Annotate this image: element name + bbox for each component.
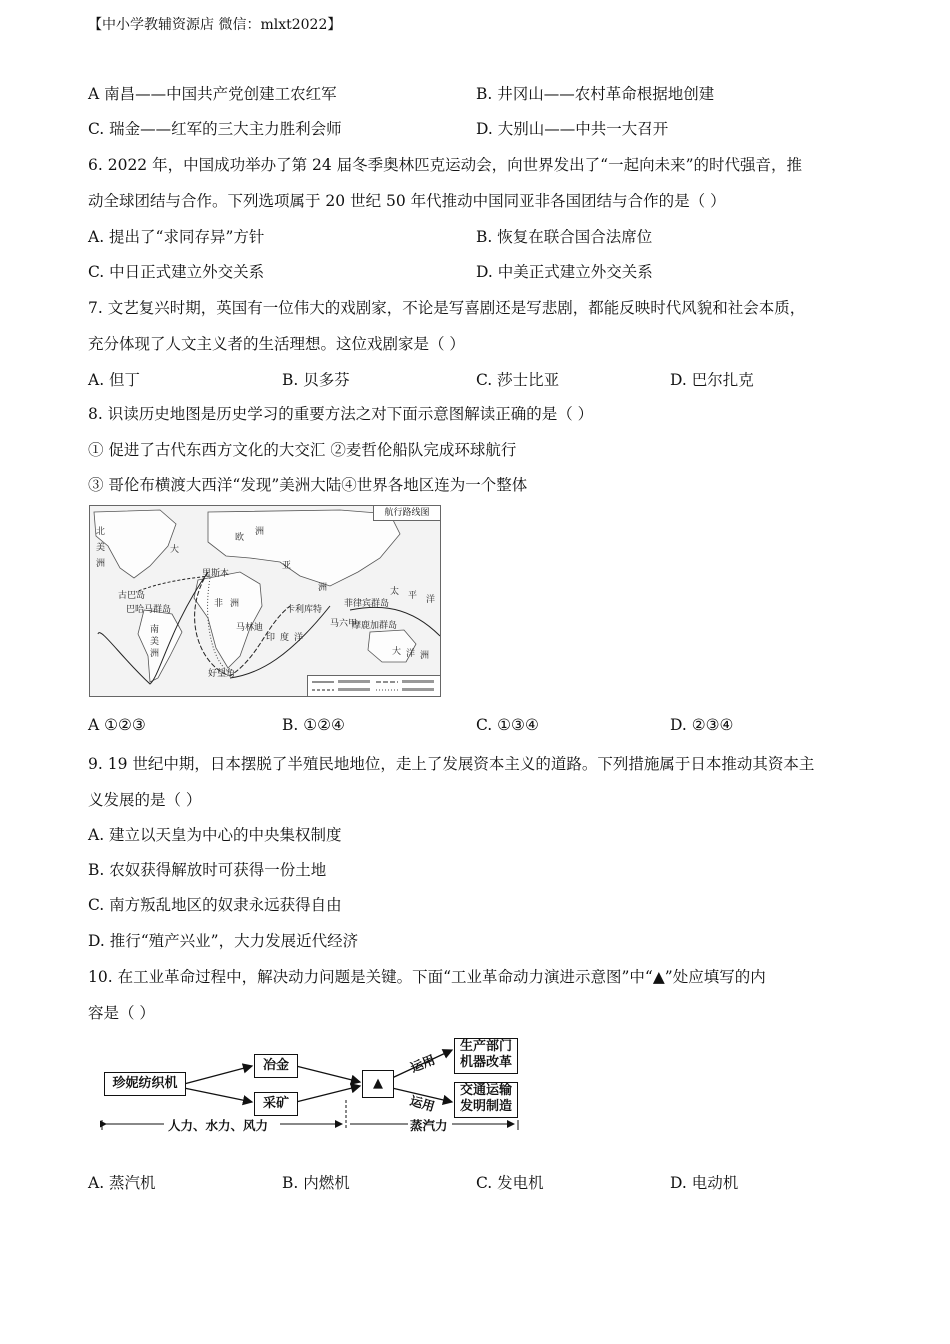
q6-option-b[interactable]: B. 恢复在联合国合法席位	[476, 228, 653, 246]
q9-option-c[interactable]: C. 南方叛乱地区的奴隶永远获得自由	[88, 896, 342, 914]
mining-box: 采矿	[254, 1092, 298, 1116]
q5-option-a[interactable]: A 南昌——中国共产党创建工农红军	[88, 85, 337, 103]
map-label: 卡利库特	[286, 605, 323, 615]
map-label: 洲	[96, 559, 106, 569]
q8-option-b[interactable]: B. ①②④	[282, 716, 345, 734]
map-label: 摩鹿加群岛	[352, 621, 398, 631]
jenny-box: 珍妮纺织机	[104, 1072, 186, 1096]
map-label: 菲律宾群岛	[344, 599, 390, 609]
map-label: 洲	[318, 583, 328, 593]
map-label: 洲	[230, 599, 240, 609]
q6-option-c[interactable]: C. 中日正式建立外交关系	[88, 263, 265, 281]
span-left-label: 人力、水力、风力	[168, 1118, 269, 1133]
map-label: 古巴岛	[118, 591, 146, 601]
map-label: 亚	[282, 561, 292, 571]
map-label: 马林迪	[236, 623, 264, 633]
q7-stem-line1: 7. 文艺复兴时期，英国有一位伟大的戏剧家，不论是写喜剧还是写悲剧，都能反映时代风貌和社会本质，	[88, 299, 806, 317]
page-header: 【中小学教辅资源店 微信：mlxt2022】	[88, 17, 342, 33]
q7-option-a[interactable]: A. 但丁	[88, 371, 141, 389]
q8-option-c[interactable]: C. ①③④	[476, 716, 539, 734]
map-label: 太	[390, 587, 400, 597]
span-right-label: 蒸汽力	[410, 1118, 448, 1133]
map-label: 洋	[406, 649, 416, 659]
map-label: 大	[392, 647, 402, 657]
q7-option-d[interactable]: D. 巴尔扎克	[670, 371, 754, 389]
power-evolution-diagram	[100, 1036, 530, 1136]
q5-option-b[interactable]: B. 井冈山——农村革命根据地创建	[476, 85, 715, 103]
q9-stem-line1: 9. 19 世纪中期，日本摆脱了半殖民地地位，走上了发展资本主义的道路。下列措施属于日本推动其资本主	[88, 755, 815, 773]
map-label: 美	[150, 637, 160, 647]
q10-stem-line2: 容是（ ）	[88, 1004, 155, 1022]
map-label: 欧	[235, 533, 245, 543]
map-label: 洋	[294, 633, 304, 643]
q10-option-b[interactable]: B. 内燃机	[282, 1174, 350, 1192]
south-america-shape	[138, 610, 182, 682]
map-title: 航行路线图	[373, 506, 440, 521]
q10-option-c[interactable]: C. 发电机	[476, 1174, 544, 1192]
q7-option-b[interactable]: B. 贝多芬	[282, 371, 350, 389]
use-label-top: 运用	[408, 1051, 438, 1076]
map-label: 好望角	[208, 669, 236, 679]
q9-option-d[interactable]: D. 推行“殖产兴业”，大力发展近代经济	[88, 932, 359, 950]
production-line2: 机器改革	[459, 1055, 512, 1071]
q8-option-a[interactable]: A ①②③	[88, 716, 146, 734]
q5-option-d[interactable]: D. 大别山——中共一大召开	[476, 120, 669, 138]
q10-stem-line1: 10. 在工业革命过程中，解决动力问题是关键。下面“工业革命动力演进示意图”中“▲”处应填写的内	[88, 968, 766, 986]
map-label: 平	[408, 591, 418, 601]
q8-items-line2: ③ 哥伦布横渡大西洋“发现”美洲大陆④世界各地区连为一个整体	[88, 476, 528, 494]
transport-line2: 发明制造	[459, 1099, 512, 1115]
q8-items-line1: ① 促进了古代东西方文化的大交汇 ②麦哲伦船队完成环球航行	[88, 441, 517, 459]
map-label: 洲	[420, 651, 430, 661]
map-label: 马六甲	[330, 619, 358, 629]
map-label: 非	[214, 599, 224, 609]
map-label: 巴哈马群岛	[126, 605, 172, 615]
voyage-route-map	[89, 505, 441, 697]
metallurgy-box: 冶金	[254, 1054, 298, 1078]
map-label: 洋	[426, 595, 436, 605]
q7-stem-line2: 充分体现了人文主义者的生活理想。这位戏剧家是（ ）	[88, 335, 465, 353]
q6-stem-line2: 动全球团结与合作。下列选项属于 20 世纪 50 年代推动中国同亚非各国团结与合作的是（ ）	[88, 192, 726, 210]
map-label: 度	[280, 633, 290, 643]
production-line1: 生产部门	[459, 1039, 512, 1054]
map-label: 洲	[150, 649, 160, 659]
map-label: 里斯本	[202, 569, 230, 579]
q6-stem-line1: 6. 2022 年，中国成功举办了第 24 届冬季奥林匹克运动会，向世界发出了“一起向未来”的时代强音，推	[88, 156, 803, 174]
map-legend-lines	[308, 676, 440, 696]
transport-invention-box	[454, 1082, 518, 1118]
map-label: 南	[150, 625, 160, 635]
map-label: 大	[170, 545, 180, 555]
north-america-shape	[94, 510, 176, 578]
map-label: 美	[96, 543, 106, 553]
map-label: 印	[266, 633, 276, 643]
q6-option-d[interactable]: D. 中美正式建立外交关系	[476, 263, 653, 281]
transport-line1: 交通运输	[459, 1083, 512, 1098]
q8-stem: 8. 识读历史地图是历史学习的重要方法之对下面示意图解读正确的是（ ）	[88, 405, 594, 423]
q8-option-d[interactable]: D. ②③④	[670, 716, 734, 734]
q9-option-b[interactable]: B. 农奴获得解放时可获得一份土地	[88, 861, 327, 879]
q9-option-a[interactable]: A. 建立以天皇为中心的中央集权制度	[88, 826, 342, 844]
map-label: 北	[96, 527, 106, 537]
q5-option-c[interactable]: C. 瑞金——红军的三大主力胜利会师	[88, 120, 342, 138]
map-label: 洲	[255, 527, 265, 537]
q6-option-a[interactable]: A. 提出了“求同存异”方针	[88, 228, 265, 246]
blank-triangle-box[interactable]: ▲	[362, 1070, 394, 1098]
map-legend	[307, 675, 440, 696]
q10-option-a[interactable]: A. 蒸汽机	[88, 1174, 156, 1192]
q7-option-c[interactable]: C. 莎士比亚	[476, 371, 560, 389]
q9-stem-line2: 义发展的是（ ）	[88, 791, 202, 809]
production-reform-box	[454, 1038, 518, 1074]
q10-option-d[interactable]: D. 电动机	[670, 1174, 739, 1192]
use-label-bottom: 运用	[408, 1092, 437, 1115]
